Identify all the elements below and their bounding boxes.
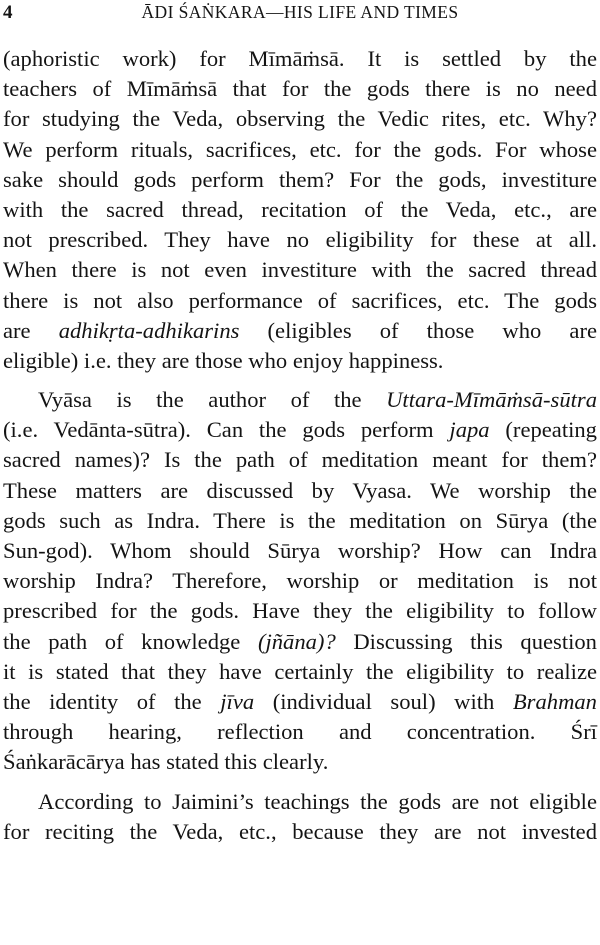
text-run: (aphoristic work) for Mīmāṁsā. It is settled by the xyxy=(3,46,597,71)
text-run: the path of knowledge xyxy=(3,628,258,654)
text-run: We perform rituals, sacrifices, etc. for the gods. For whose xyxy=(3,136,597,162)
text-line xyxy=(3,316,597,346)
text-line xyxy=(3,506,597,536)
text-line xyxy=(3,385,597,415)
text-line xyxy=(3,225,597,255)
text-run: with the sacred thread, recitation of the Veda, etc., are xyxy=(3,196,597,222)
text-line xyxy=(3,135,597,165)
text-run: (individual soul) with xyxy=(254,688,513,714)
text-run: According to Jaimini’s teachings the gods are not eligible xyxy=(38,788,597,814)
text-run: for reciting the Veda, etc., because they are not invested xyxy=(3,818,597,844)
text-line xyxy=(3,596,597,626)
text-line xyxy=(3,627,597,657)
text-line xyxy=(3,195,597,225)
text-run: for studying the Veda, observing the Vedic rites, etc. Why? xyxy=(3,106,597,132)
text-run: through hearing, reflection and concentration. Śrī xyxy=(3,719,597,745)
text-run: eligible) i.e. they are those who enjoy happiness. xyxy=(3,347,444,373)
text-line xyxy=(3,165,597,195)
body-text xyxy=(3,44,597,847)
running-head xyxy=(0,0,600,30)
text-line xyxy=(3,104,597,134)
text-run: sacred names)? Is the path of meditation meant for them? xyxy=(3,447,597,473)
text-line xyxy=(3,415,597,445)
text-line xyxy=(3,687,597,717)
text-line xyxy=(3,787,597,817)
text-line xyxy=(3,44,597,74)
text-line xyxy=(3,747,597,777)
italic-term: japa xyxy=(449,417,490,443)
paragraph xyxy=(3,385,597,777)
text-run: Vyāsa is the author of the xyxy=(38,387,387,413)
italic-term: (jñāna)? xyxy=(257,628,336,654)
text-run: prescribed for the gods. Have they the eligibility to follow xyxy=(3,598,597,624)
text-run: the identity of the xyxy=(3,688,221,714)
text-line xyxy=(3,476,597,506)
text-run: Sun-god). Whom should Sūrya worship? How can Indra xyxy=(3,538,597,563)
text-run: teachers of Mīmāṁsā that for the gods there is no need xyxy=(3,76,597,102)
text-run: (i.e. Vedānta-sūtra). Can the gods perform xyxy=(3,417,450,443)
text-line xyxy=(3,566,597,596)
text-run: Śaṅkarācārya has stated this clearly. xyxy=(3,749,329,775)
text-run: are xyxy=(3,317,59,343)
italic-term: adhikṛta-adhikarins xyxy=(58,317,240,343)
text-line xyxy=(3,74,597,104)
text-run: Discussing this question xyxy=(335,628,597,654)
text-line xyxy=(3,536,597,566)
paragraph xyxy=(3,44,597,376)
text-run: there is not also performance of sacrifices, etc. The gods xyxy=(3,287,597,313)
italic-term: jīva xyxy=(220,688,255,714)
text-line xyxy=(3,346,597,376)
text-run: sake should gods perform them? For the gods, investiture xyxy=(3,166,597,192)
italic-term: Uttara-Mīmāṁsā-sūtra xyxy=(386,387,597,413)
page-number: 4 xyxy=(3,2,13,23)
text-run: it is stated that they have certainly the eligibility to realize xyxy=(3,658,597,684)
text-line xyxy=(3,255,597,285)
text-line xyxy=(3,286,597,316)
text-run: (eligibles of those who are xyxy=(239,317,597,343)
text-line xyxy=(3,445,597,475)
text-line xyxy=(3,657,597,687)
text-run: (repeating xyxy=(489,417,597,443)
text-line xyxy=(3,717,597,747)
running-head-title: ĀDI ŚAṄKARA—HIS LIFE AND TIMES xyxy=(141,2,459,22)
text-run: not prescribed. They have no eligibility for these at all. xyxy=(3,227,597,253)
text-line xyxy=(3,817,597,847)
text-run: When there is not even investiture with the sacred thread xyxy=(3,257,597,283)
text-run: gods such as Indra. There is the meditation on Sūrya (the xyxy=(3,507,597,533)
text-run: worship Indra? Therefore, worship or meditation is not xyxy=(3,568,597,594)
paragraph xyxy=(3,787,597,847)
text-run: These matters are discussed by Vyasa. We worship the xyxy=(3,477,597,503)
italic-term: Brahman xyxy=(512,688,597,714)
